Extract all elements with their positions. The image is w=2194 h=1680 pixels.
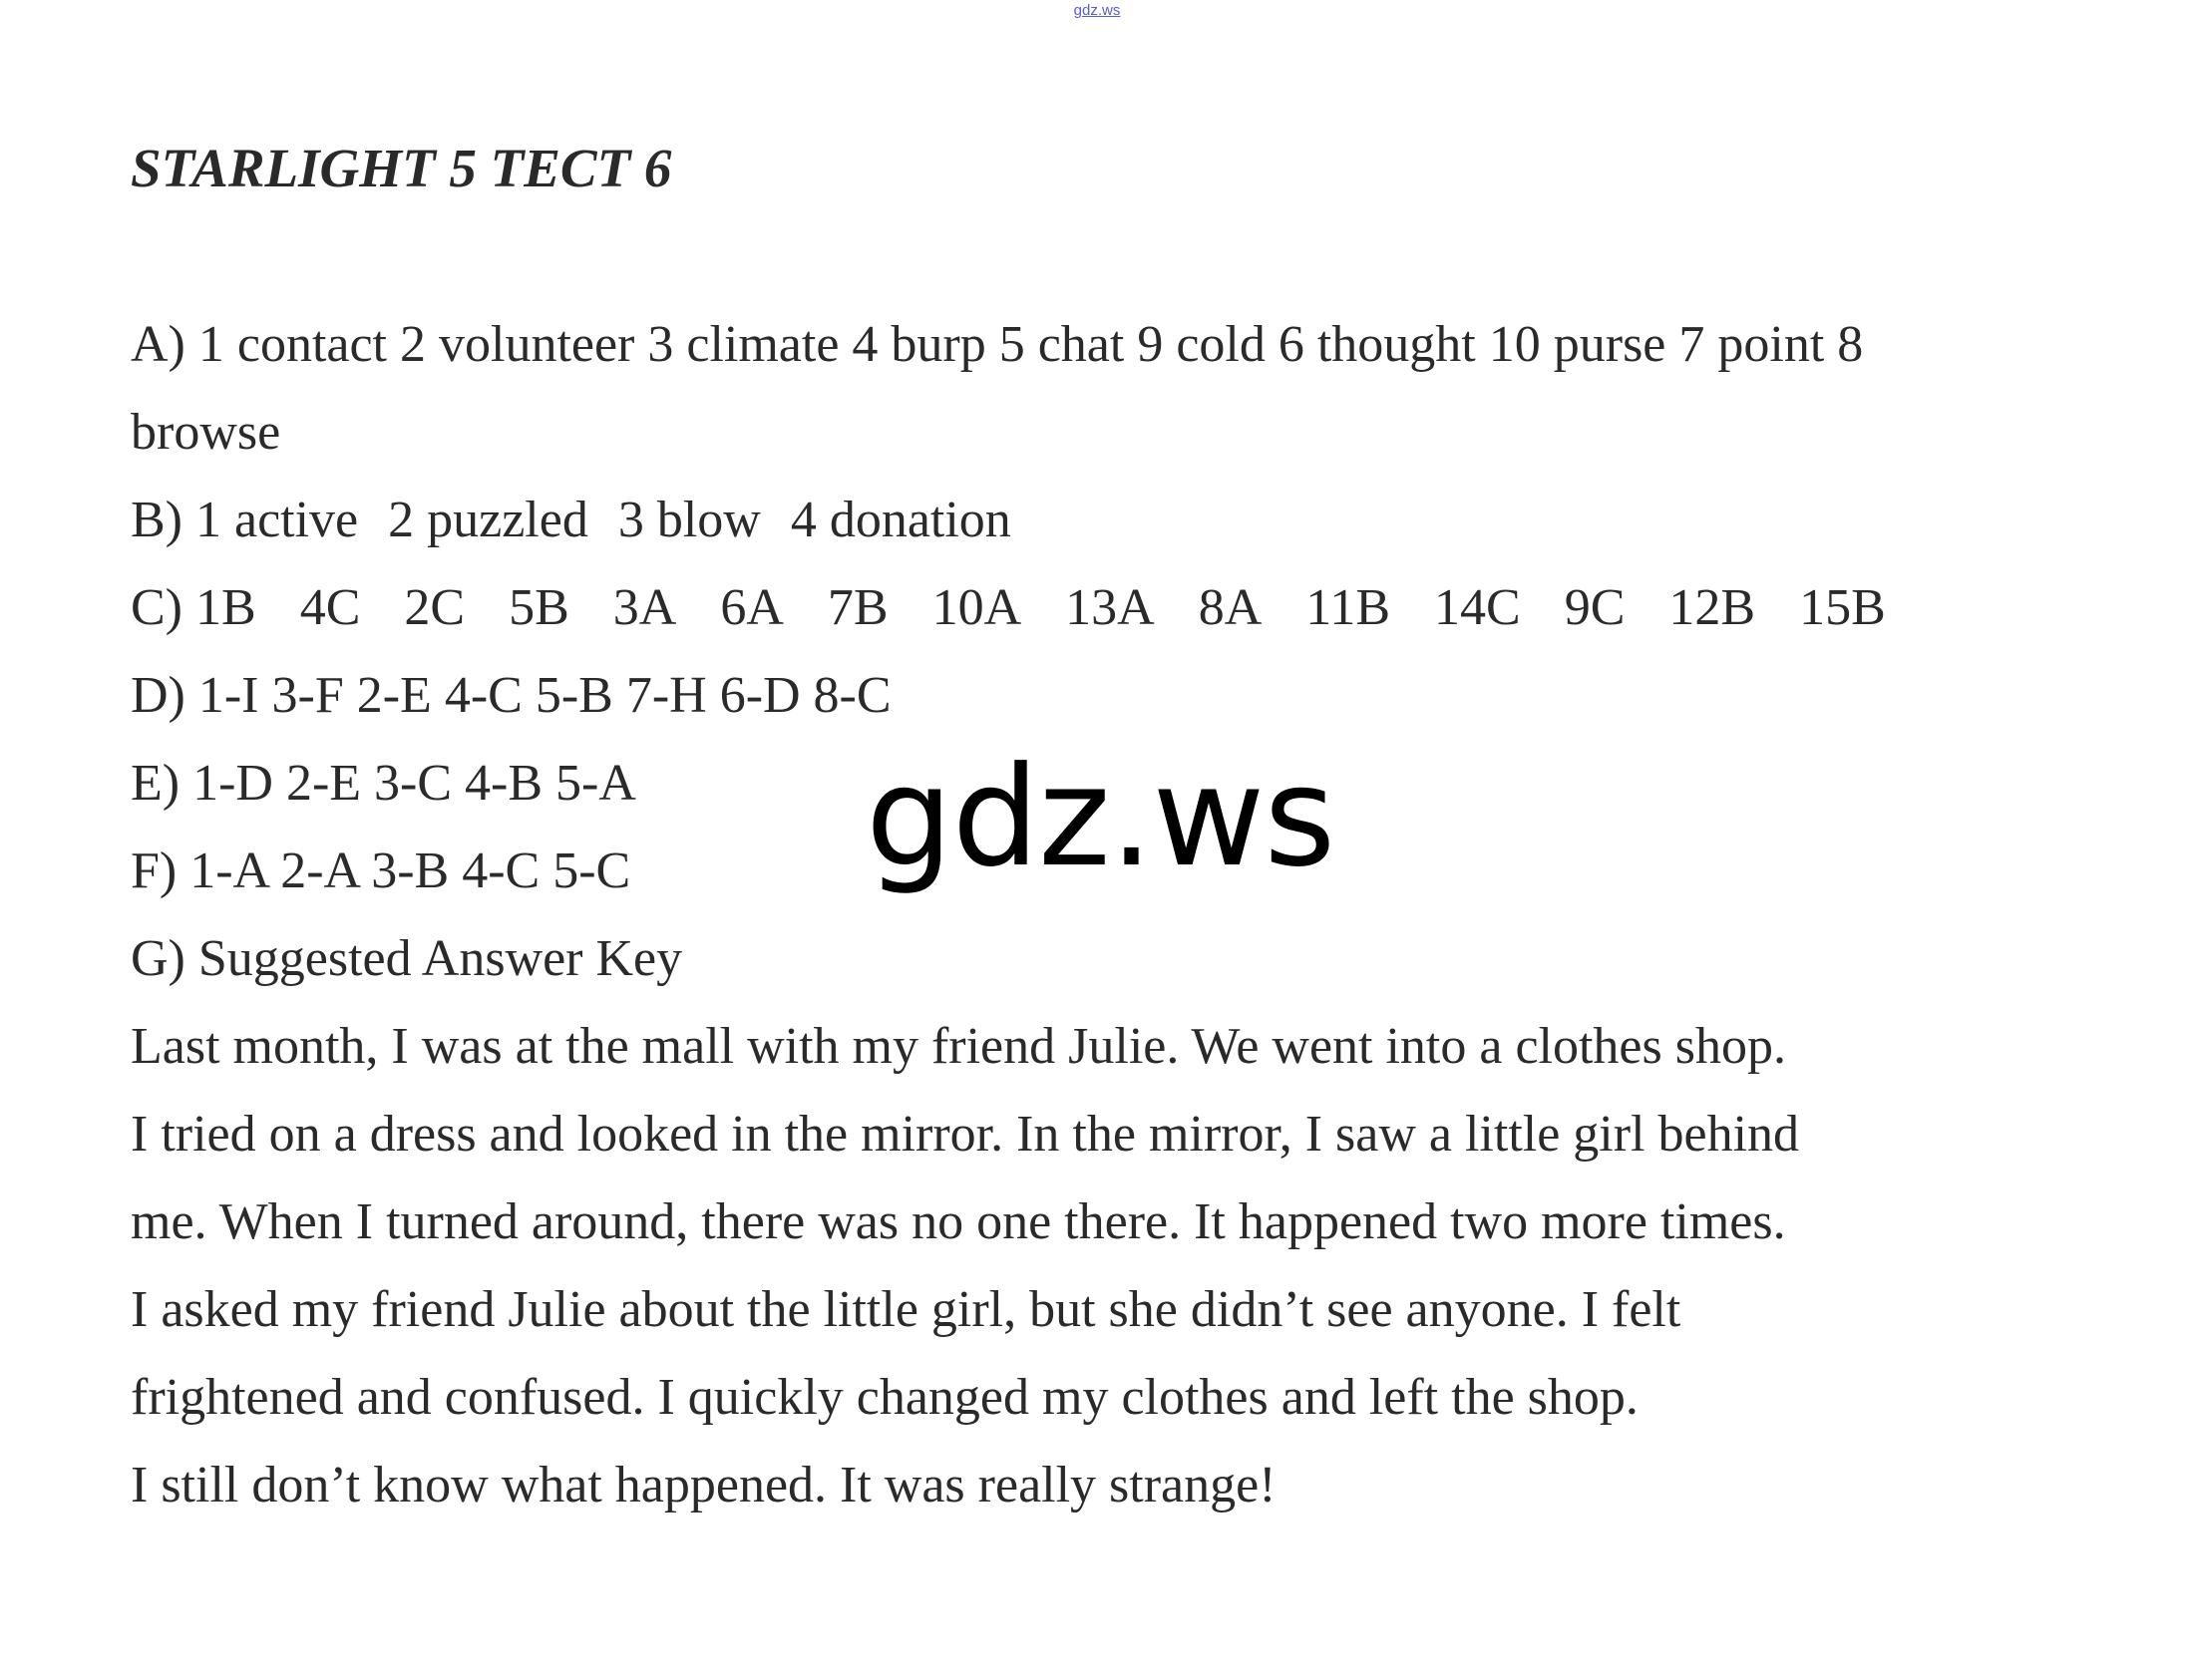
section-f: F) 1-A 2-A 3-B 4-C 5-C (131, 842, 631, 899)
section-e: E) 1-D 2-E 3-C 4-B 5-A (131, 755, 636, 812)
section-c (131, 564, 2125, 652)
section-c-item: 11B (1305, 579, 1391, 636)
section-c-label: C) (131, 579, 183, 636)
answer-text-line: I asked my friend Julie about the little girl, but she didn’t see anyone. I felt (131, 1281, 1681, 1338)
section-c-item: 14C (1434, 579, 1521, 636)
section-b (131, 477, 2125, 564)
section-c-item: 10A (931, 579, 1022, 636)
answer-text-line: I still don’t know what happened. It was really strange! (131, 1457, 1277, 1513)
section-c-item: 6A (720, 579, 784, 636)
answer-text-line: Last month, I was at the mall with my friend Julie. We went into a clothes shop. (131, 1018, 1786, 1075)
section-a-line-2: browse (131, 404, 281, 461)
section-c-item: 2C (404, 579, 466, 636)
watermark: gdz.ws (866, 737, 1335, 897)
section-b-label: B) (131, 492, 183, 548)
section-c-item: 4C (299, 579, 361, 636)
section-c-item: 9C (1564, 579, 1626, 636)
section-b-item: 1 active (195, 492, 359, 548)
section-b-item: 3 blow (617, 492, 761, 548)
answer-text-line: I tried on a dress and looked in the mirror. In the mirror, I saw a little girl behind (131, 1106, 1800, 1163)
document-title: STARLIGHT 5 ТЕСТ 6 (131, 138, 672, 198)
source-link[interactable]: gdz.ws (1073, 2, 1121, 19)
answer-key (131, 301, 2125, 1529)
section-c-item: 13A (1065, 579, 1155, 636)
answer-text-line: me. When I turned around, there was no one there. It happened two more times. (131, 1193, 1786, 1250)
section-d: D) 1-I 3-F 2-E 4-C 5-B 7-H 6-D 8-C (131, 667, 892, 724)
section-b-item: 2 puzzled (388, 492, 588, 548)
section-c-item: 15B (1799, 579, 1886, 636)
section-c-item: 8A (1198, 579, 1263, 636)
section-c-item: 1B (195, 579, 256, 636)
section-g-heading: G) Suggested Answer Key (131, 930, 683, 987)
section-c-item: 12B (1668, 579, 1756, 636)
section-b-item: 4 donation (790, 492, 1011, 548)
answer-text-line: frightened and confused. I quickly changed my clothes and left the shop. (131, 1369, 1639, 1426)
section-c-item: 7B (827, 579, 889, 636)
section-c-item: 5B (509, 579, 569, 636)
section-c-item: 3A (612, 579, 677, 636)
section-a-line-1: A) 1 contact 2 volunteer 3 climate 4 burp 5 chat 9 cold 6 thought 10 purse 7 point 8 (131, 316, 1864, 373)
